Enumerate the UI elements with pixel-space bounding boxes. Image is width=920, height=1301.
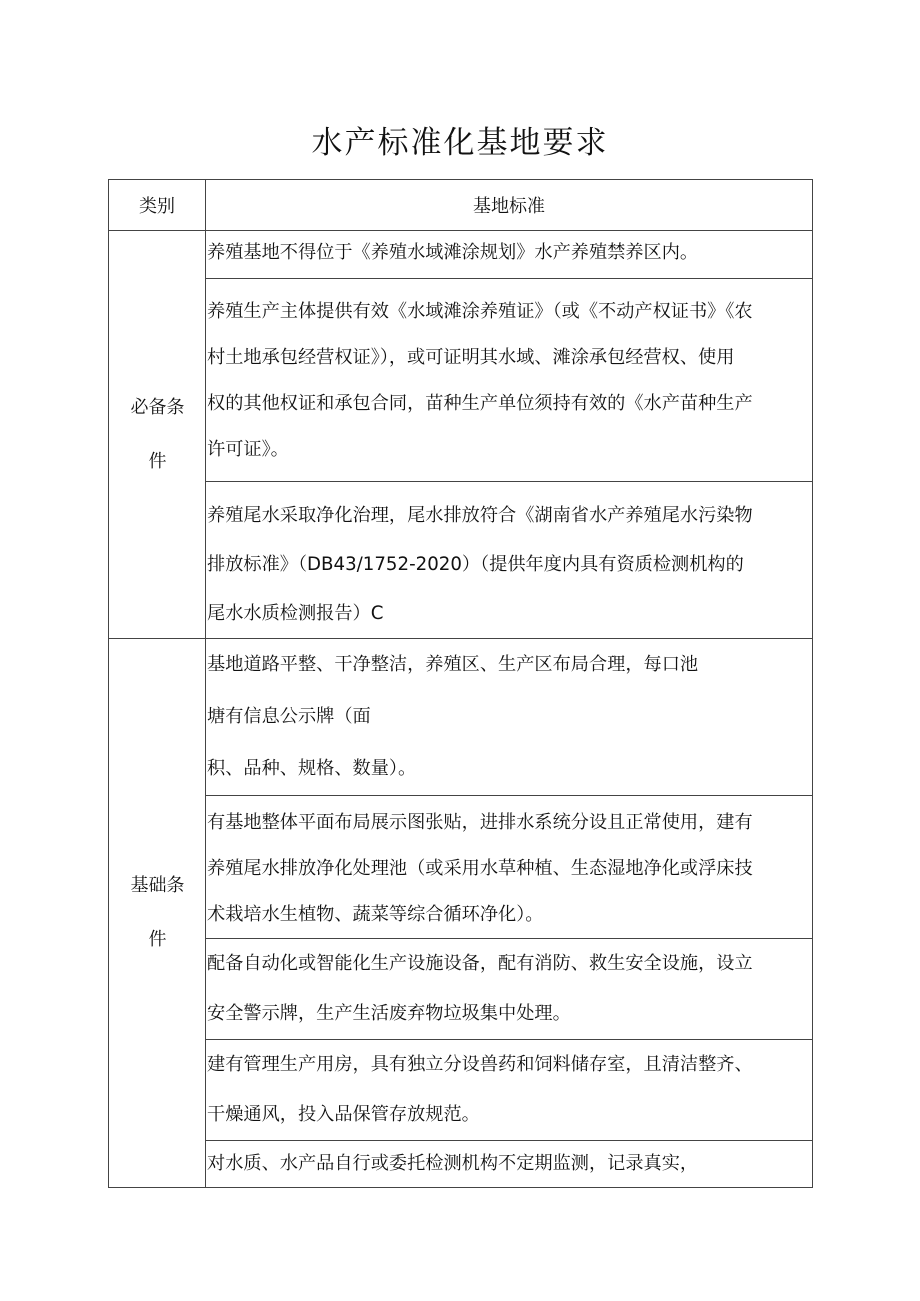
- standard-text-line: 许可证》。: [207, 439, 289, 460]
- standard-text-line: 养殖生产主体提供有效《水域滩涂养殖证》（或《不动产权证书》《农: [207, 301, 753, 322]
- standard-text-line: 村土地承包经营权证》），或可证明其水域、滩涂承包经营权、使用: [207, 347, 735, 368]
- standard-text-line: 有基地整体平面布局展示图张贴，进排水系统分设且正常使用，建有: [207, 812, 753, 833]
- page-title: 水产标准化基地要求: [311, 125, 609, 161]
- table-row: [109, 1141, 813, 1188]
- standard-text-line: 养殖尾水采取净化治理，尾水排放符合《湖南省水产养殖尾水污染物: [207, 505, 753, 526]
- standard-text-line: 对水质、水产品自行或委托检测机构不定期监测，记录真实，: [207, 1153, 699, 1174]
- standard-cell: [206, 1141, 813, 1188]
- table-row: [109, 639, 813, 796]
- standard-cell: [206, 482, 813, 639]
- table-row: [109, 939, 813, 1040]
- table-row: [109, 1040, 813, 1141]
- table-row: [109, 231, 813, 279]
- standard-text-line: 术栽培水生植物、蔬菜等综合循环净化）。: [207, 904, 544, 925]
- standards-table: [108, 179, 813, 1188]
- category-cell-required: [109, 231, 206, 639]
- standard-text-line: 尾水水质检测报告）C: [207, 603, 384, 624]
- standard-text-line: 积、品种、规格、数量）。: [207, 758, 417, 779]
- standard-text-line: 基地道路平整、干净整洁，养殖区、生产区布局合理，每口池: [207, 654, 699, 675]
- category-label-line: 件: [148, 450, 167, 472]
- standard-cell: [206, 279, 813, 482]
- category-label-line: 基础条: [130, 875, 185, 896]
- table-row: [109, 279, 813, 482]
- header-category: 类别: [109, 180, 206, 231]
- standard-text-line: 干燥通风，投入品保管存放规范。: [207, 1104, 480, 1125]
- table-header-row: [109, 180, 813, 231]
- standard-text-line: 建有管理生产用房，具有独立分设兽药和饲料储存室，且清洁整齐、: [207, 1054, 753, 1075]
- standard-text-line: 养殖尾水排放净化处理池（或采用水草种植、生态湿地净化或浮床技: [207, 858, 753, 879]
- category-label-line: 必备条: [130, 396, 185, 418]
- standard-text-line: 塘有信息公示牌（面: [207, 706, 371, 727]
- standard-text-line: 安全警示牌，生产生活废弃物垃圾集中处理。: [207, 1003, 571, 1024]
- table-row: [109, 796, 813, 939]
- standard-text-line: 配备自动化或智能化生产设施设备，配有消防、救生安全设施，设立: [207, 953, 753, 974]
- header-standard: 基地标准: [206, 180, 813, 231]
- standard-cell: [206, 1040, 813, 1141]
- standard-cell: [206, 796, 813, 939]
- category-label-line: 件: [148, 929, 167, 950]
- standard-cell: [206, 231, 813, 279]
- category-cell-basic: [109, 639, 206, 1188]
- standard-text-line: 养殖基地不得位于《养殖水域滩涂规划》水产养殖禁养区内。: [207, 242, 699, 263]
- standard-text-line: 排放标准》（DB43/1752-2020）（提供年度内具有资质检测机构的: [207, 554, 744, 575]
- table-row: [109, 482, 813, 639]
- standard-cell: [206, 939, 813, 1040]
- standard-text-line: 权的其他权证和承包合同，苗种生产单位须持有效的《水产苗种生产: [207, 393, 753, 414]
- standard-cell: [206, 639, 813, 796]
